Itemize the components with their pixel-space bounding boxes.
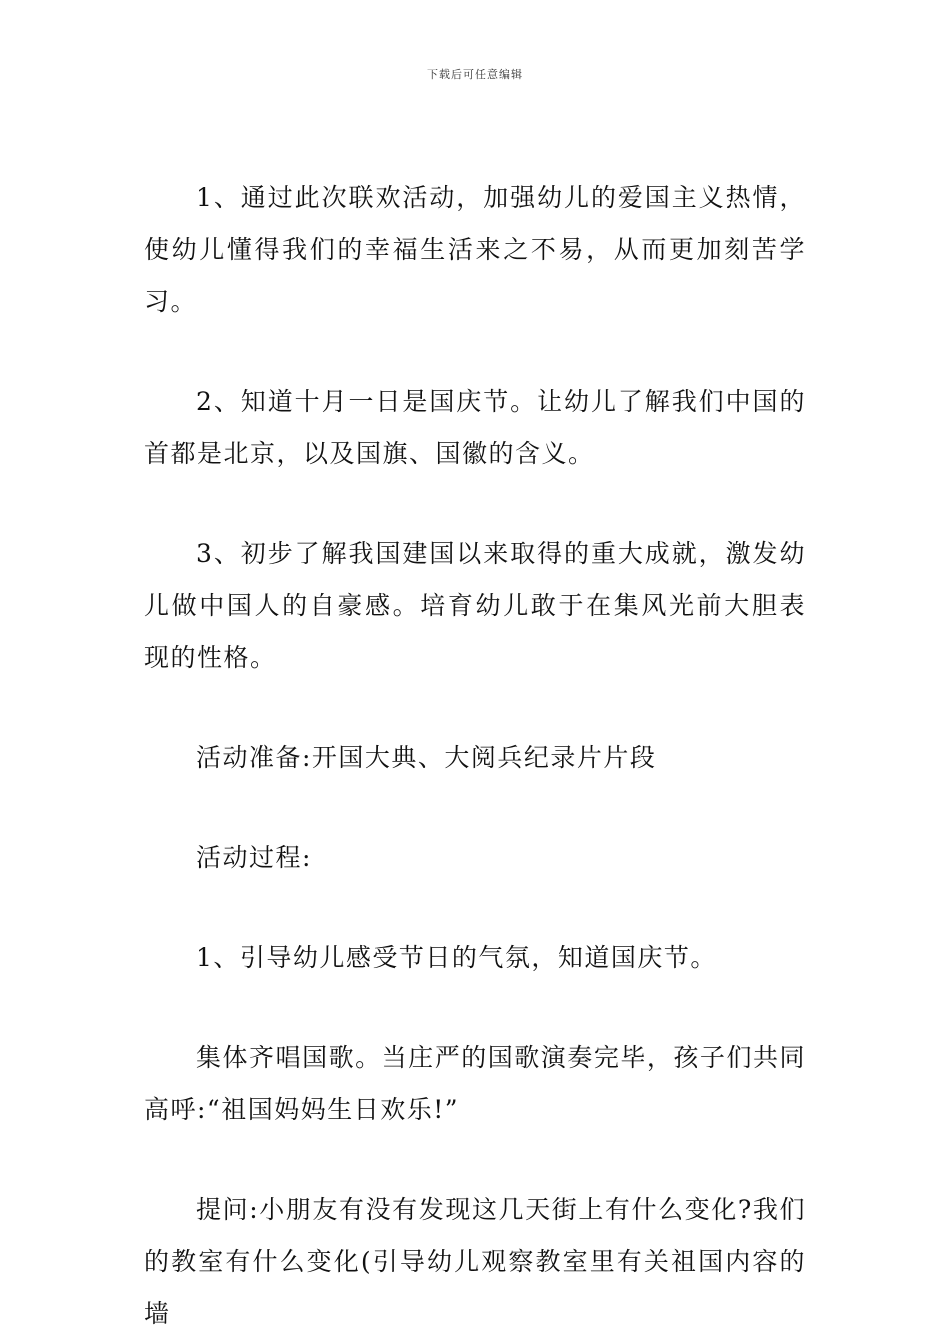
paragraph-anthem: 集体齐唱国歌。当庄严的国歌演奏完毕，孩子们共同高呼:“祖国妈妈生日欢乐!” xyxy=(144,1043,806,1124)
header-note: 下载后可任意编辑 xyxy=(427,68,523,81)
paragraph-process-heading: 活动过程: xyxy=(196,843,312,872)
paragraph-preparation: 活动准备:开国大典、大阅兵纪录片片段 xyxy=(196,743,657,772)
paragraph-goal-2: 2、知道十月一日是国庆节。让幼儿了解我们中国的首都是北京，以及国旗、国徽的含义。 xyxy=(144,387,806,468)
document-body xyxy=(144,172,806,1340)
paragraph-step-1: 1、引导幼儿感受节日的气氛，知道国庆节。 xyxy=(196,943,717,972)
paragraph-goal-3: 3、初步了解我国建国以来取得的重大成就，激发幼儿做中国人的自豪感。培育幼儿敢于在集风光前大胆表现的性格。 xyxy=(144,539,806,672)
paragraph-question: 提问:小朋友有没有发现这几天街上有什么变化?我们的教室有什么变化(引导幼儿观察教室里有关祖国内容的墙 xyxy=(144,1195,806,1328)
paragraph-goal-1: 1、通过此次联欢活动，加强幼儿的爱国主义热情，使幼儿懂得我们的幸福生活来之不易，从而更加刻苦学习。 xyxy=(144,183,806,316)
